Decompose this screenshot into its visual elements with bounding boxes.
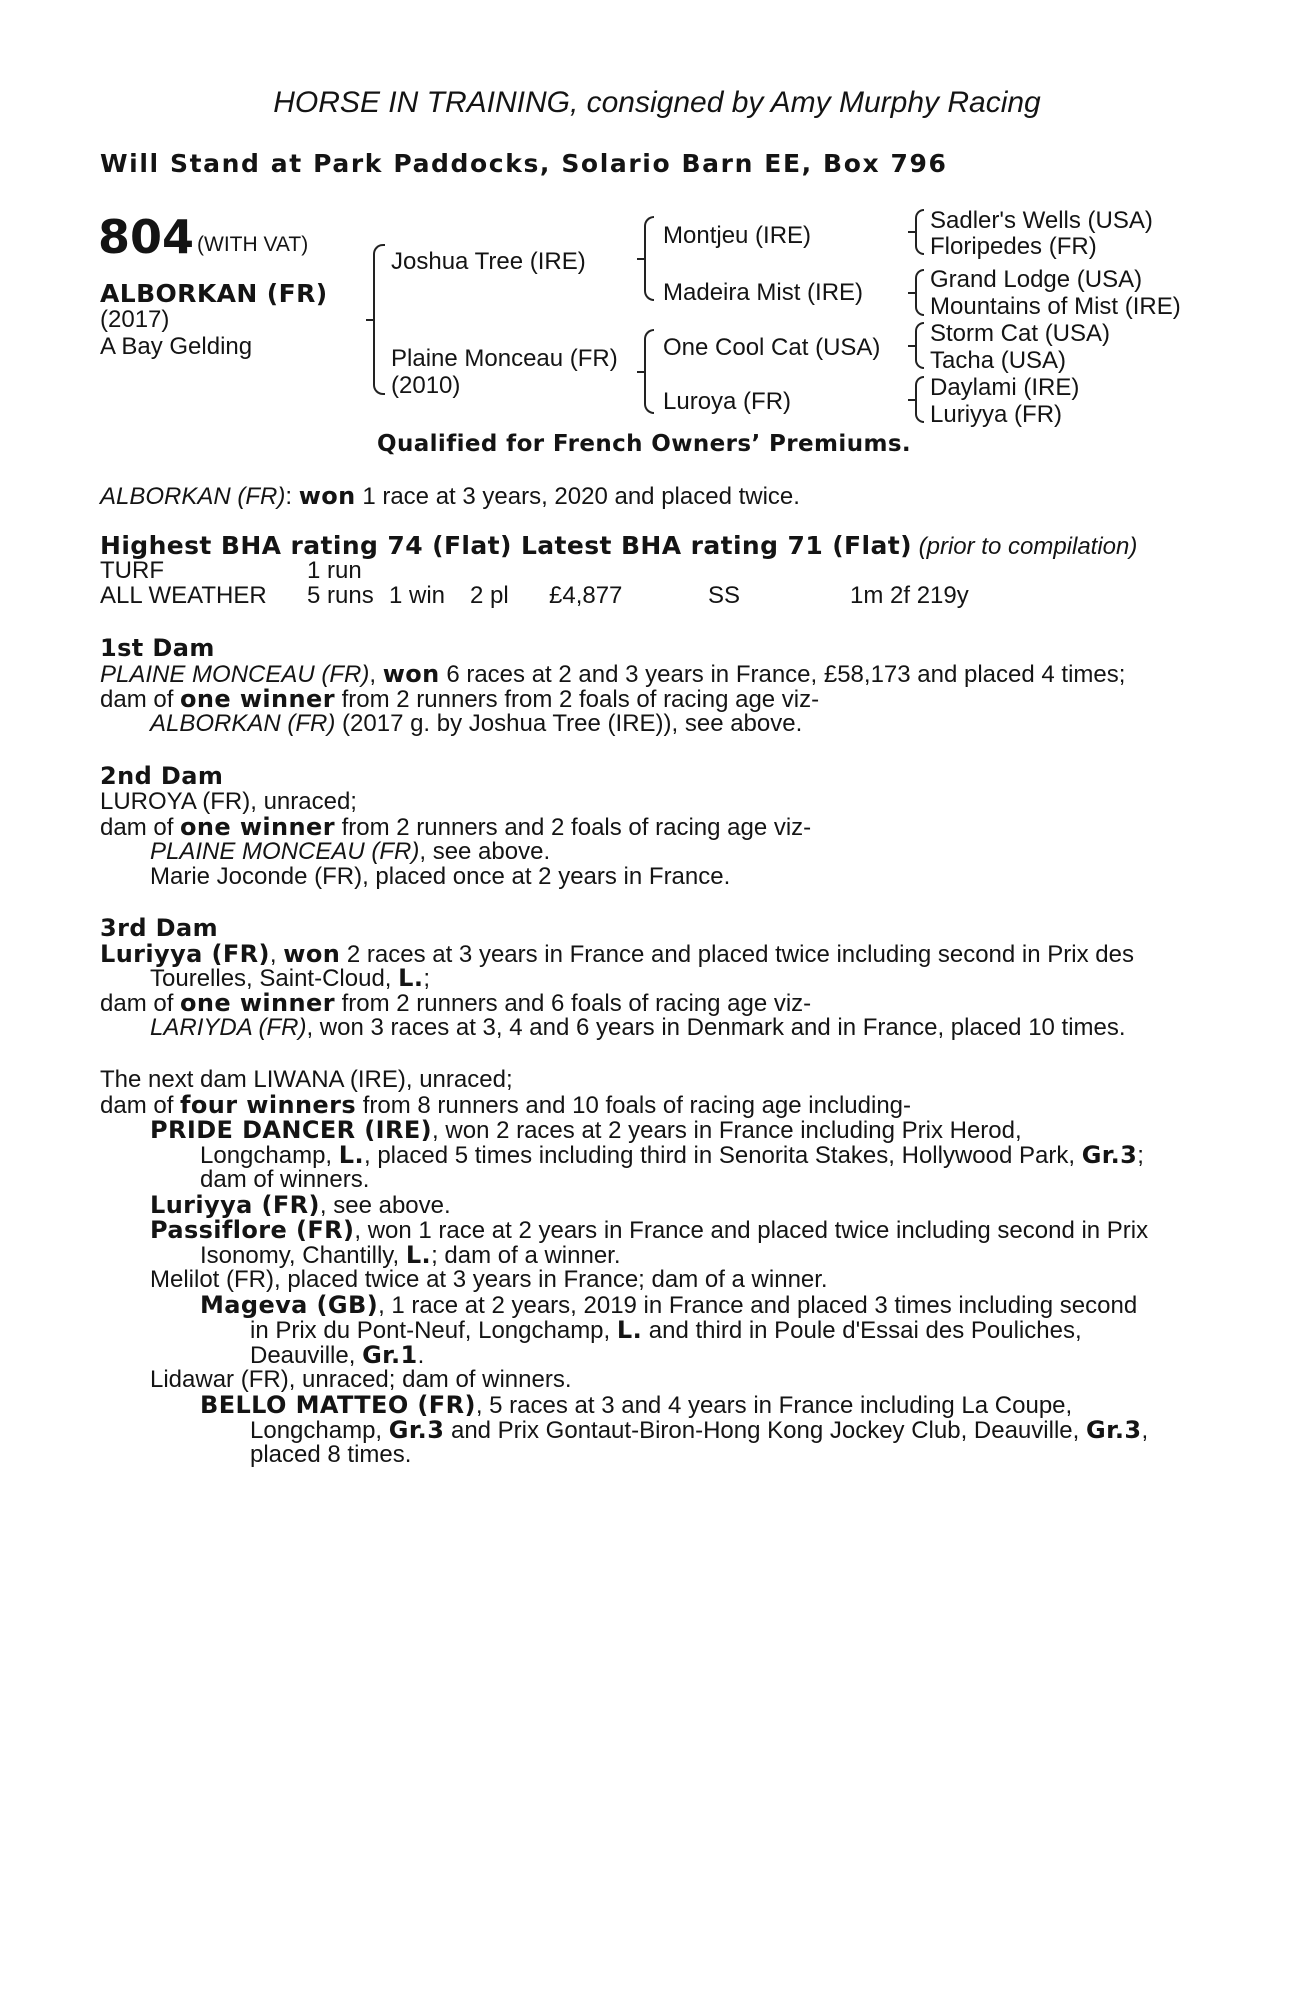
mageva-line-3 — [250, 1343, 424, 1368]
summary-won: won — [298, 482, 356, 510]
dam3-produce-name: LARIYDA (FR) — [150, 1014, 307, 1041]
mg-l3b: Gr.1 — [362, 1341, 418, 1369]
dam3-l3-bold: one winner — [180, 989, 335, 1017]
summary-colon: : — [285, 483, 299, 510]
pa-l2b: L. — [405, 1241, 432, 1269]
dam3-produce-rest: , won 3 races at 3, 4 and 6 years in Denmark and in France, placed 10 times. — [306, 1014, 1126, 1041]
sire-sire-name: Montjeu (IRE) — [663, 222, 812, 249]
dam3-rest: 2 races at 3 years in France and placed twice including second in Prix des — [340, 941, 1134, 968]
dam2-produce-name: PLAINE MONCEAU (FR) — [150, 838, 420, 865]
dam3-l3-pre: dam of — [100, 990, 181, 1017]
bello-matteo-line-3: placed 8 times. — [250, 1441, 412, 1468]
dam1-line-2 — [100, 687, 819, 712]
luriyya-line — [150, 1193, 451, 1218]
lidawar-line: Lidawar (FR), unraced; dam of winners. — [150, 1366, 572, 1393]
pd-l2e: ; — [1137, 1142, 1144, 1169]
ratings-line — [100, 533, 1137, 559]
dam1-name: PLAINE MONCEAU (FR) — [100, 661, 370, 688]
pa-l2a: Isonomy, Chantilly, — [200, 1242, 406, 1269]
aw-distance: 1m 2f 219y — [850, 582, 969, 609]
dam2-l2-rest: from 2 runners and 2 foals of racing age viz- — [334, 814, 812, 841]
bm-l2e: , — [1141, 1417, 1149, 1444]
dam3-won: won — [283, 940, 341, 968]
dam4-line-1: The next dam LIWANA (IRE), unraced; — [100, 1066, 513, 1093]
pd-l2d: Gr.3 — [1081, 1141, 1138, 1169]
grandsire-3: Storm Cat (USA) — [930, 320, 1111, 347]
dam1-l2-pre: dam of — [100, 686, 181, 713]
dam1-produce-name: ALBORKAN (FR) — [150, 710, 336, 737]
aw-label: ALL WEATHER — [100, 582, 267, 609]
vat-note: (WITH VAT) — [197, 233, 309, 256]
mg-l2c: and third in Poule d'Essai des Pouliches, — [642, 1317, 1082, 1344]
pedigree-brace-sire — [644, 216, 654, 301]
ratings-note: (prior to compilation) — [918, 533, 1138, 560]
bello-matteo-name: BELLO MATTEO (FR) — [200, 1391, 476, 1419]
dam2-line-1: LUROYA (FR), unraced; — [100, 788, 357, 815]
dam2-line-2 — [100, 815, 811, 840]
pd-l2b: L. — [338, 1141, 364, 1169]
turf-runs: 1 run — [307, 557, 362, 584]
dam4-l2-bold: four winners — [180, 1091, 357, 1119]
bello-matteo-rest: , 5 races at 3 and 4 years in France including La Coupe, — [475, 1392, 1073, 1419]
dam1-line-3 — [150, 712, 802, 736]
dam3-line-4 — [150, 1016, 1126, 1040]
ratings-text: Highest BHA rating 74 (Flat) Latest BHA rating 71 (Flat) — [100, 531, 912, 560]
aw-surface: SS — [708, 582, 741, 609]
pride-dancer-rest: , won 2 races at 2 years in France including Prix Herod, — [432, 1117, 1022, 1144]
dam-dam-name: Luroya (FR) — [663, 388, 792, 415]
dam2-heading: 2nd Dam — [100, 762, 224, 790]
passiflore-rest: , won 1 race at 2 years in France and placed twice including second in Prix — [354, 1217, 1149, 1244]
dam1-heading: 1st Dam — [100, 634, 215, 662]
mageva-line-1 — [200, 1293, 1137, 1318]
grandsire-2: Grand Lodge (USA) — [930, 266, 1143, 293]
granddam-1: Floripedes (FR) — [930, 233, 1097, 260]
bm-l2d: Gr.3 — [1085, 1416, 1142, 1444]
grandsire-1: Sadler's Wells (USA) — [930, 207, 1153, 234]
dam3-name: Luriyya (FR) — [100, 940, 270, 968]
aw-earnings: £4,877 — [549, 582, 623, 609]
dam2-produce-rest: , see above. — [419, 838, 551, 865]
dam-sire-name: One Cool Cat (USA) — [663, 334, 881, 361]
dam2-line-3 — [150, 840, 550, 864]
bm-l2c: and Prix Gontaut-Biron-Hong Kong Jockey Club, Deauville, — [444, 1417, 1086, 1444]
dam-year: (2010) — [391, 372, 461, 399]
aw-placed: 2 pl — [470, 582, 509, 609]
aw-runs: 5 runs — [307, 582, 374, 609]
granddam-2: Mountains of Mist (IRE) — [930, 293, 1181, 320]
foaling-year: (2017) — [100, 306, 170, 333]
melilot-line: Melilot (FR), placed twice at 3 years in France; dam of a winner. — [150, 1266, 828, 1293]
pd-l2c: , placed 5 times including third in Senorita Stakes, Hollywood Park, — [363, 1142, 1082, 1169]
dam3-sep: , — [269, 941, 284, 968]
dam3-line-3 — [100, 991, 811, 1016]
dam2-l2-bold: one winner — [180, 813, 335, 841]
dam3-line-1 — [100, 942, 1134, 967]
pedigree-brace-g1 — [915, 209, 924, 255]
stand-location: Will Stand at Park Paddocks, Solario Barn EE, Box 796 — [100, 149, 948, 178]
page-title: HORSE IN TRAINING, consigned by Amy Murphy Racing — [273, 86, 1041, 119]
pride-dancer-line-1 — [150, 1118, 1022, 1143]
sire-dam-name: Madeira Mist (IRE) — [663, 279, 864, 306]
dam4-l2-rest: from 8 runners and 10 foals of racing age including- — [356, 1092, 912, 1119]
pride-dancer-line-2 — [200, 1143, 1144, 1168]
pd-l2a: Longchamp, — [200, 1142, 339, 1169]
luriyya-rest: , see above. — [319, 1192, 451, 1219]
bello-matteo-line-1 — [200, 1393, 1072, 1418]
dam3-l3-rest: from 2 runners and 6 foals of racing age viz- — [334, 990, 812, 1017]
bello-matteo-line-2 — [250, 1418, 1148, 1443]
dam4-line-2 — [100, 1093, 911, 1118]
dam1-won: won — [382, 660, 440, 688]
premiums-note: Qualified for French Owners’ Premiums. — [377, 431, 912, 457]
dam3-l2-end: ; — [423, 965, 431, 992]
turf-label: TURF — [100, 557, 164, 584]
mageva-rest: , 1 race at 2 years, 2019 in France and placed 3 times including second — [378, 1292, 1138, 1319]
dam3-l2-text: Tourelles, Saint-Cloud, — [150, 965, 399, 992]
dam1-l2-bold: one winner — [180, 685, 335, 713]
mg-l3c: . — [417, 1342, 425, 1369]
pedigree-brace-g3 — [915, 322, 924, 369]
luriyya-name: Luriyya (FR) — [150, 1191, 320, 1219]
grandsire-4: Daylami (IRE) — [930, 374, 1080, 401]
summary-rest: 1 race at 3 years, 2020 and placed twice. — [355, 483, 800, 510]
dam1-produce-rest: (2017 g. by Joshua Tree (IRE)), see above. — [335, 710, 803, 737]
pedigree-brace-g2 — [915, 269, 924, 316]
pedigree-brace-dam — [644, 329, 654, 414]
dam4-l2-pre: dam of — [100, 1092, 181, 1119]
passiflore-line-1 — [150, 1218, 1148, 1243]
pride-dancer-line-3: dam of winners. — [200, 1166, 370, 1193]
granddam-4: Luriyya (FR) — [930, 401, 1063, 428]
dam3-heading: 3rd Dam — [100, 914, 218, 942]
dam3-line-2 — [150, 966, 430, 991]
race-summary — [100, 484, 800, 509]
pride-dancer-name: PRIDE DANCER (IRE) — [150, 1116, 433, 1144]
dam1-line-1 — [100, 662, 1125, 687]
horse-description: A Bay Gelding — [100, 333, 253, 360]
pa-l2c: ; dam of a winner. — [431, 1242, 621, 1269]
dam2-l2-pre: dam of — [100, 814, 181, 841]
sire-name: Joshua Tree (IRE) — [391, 248, 586, 275]
passiflore-name: Passiflore (FR) — [150, 1216, 355, 1244]
granddam-3: Tacha (USA) — [930, 347, 1067, 374]
dam1-l2-rest: from 2 runners from 2 foals of racing age viz- — [334, 686, 820, 713]
summary-horse: ALBORKAN (FR) — [100, 483, 286, 510]
mg-l3a: Deauville, — [250, 1342, 363, 1369]
mageva-name: Mageva (GB) — [200, 1291, 379, 1319]
pedigree-brace-main — [373, 244, 385, 395]
passiflore-line-2 — [200, 1243, 621, 1268]
mg-l2a: in Prix du Pont-Neuf, Longchamp, — [250, 1317, 617, 1344]
dam1-rest: 6 races at 2 and 3 years in France, £58,173 and placed 4 times; — [439, 661, 1126, 688]
horse-name: ALBORKAN (FR) — [100, 279, 328, 308]
dam2-line-4: Marie Joconde (FR), placed once at 2 years in France. — [150, 863, 731, 890]
dam1-sep: , — [369, 661, 383, 688]
mg-l2b: L. — [616, 1316, 643, 1344]
mageva-line-2 — [250, 1318, 1082, 1343]
pedigree-brace-g4 — [915, 376, 924, 423]
lot-number: 804 — [98, 210, 195, 264]
bm-l2b: Gr.3 — [388, 1416, 445, 1444]
dam3-l2-bold: L. — [398, 964, 424, 992]
dam-name: Plaine Monceau (FR) — [391, 345, 618, 372]
aw-wins: 1 win — [389, 582, 446, 609]
bm-l2a: Longchamp, — [250, 1417, 389, 1444]
